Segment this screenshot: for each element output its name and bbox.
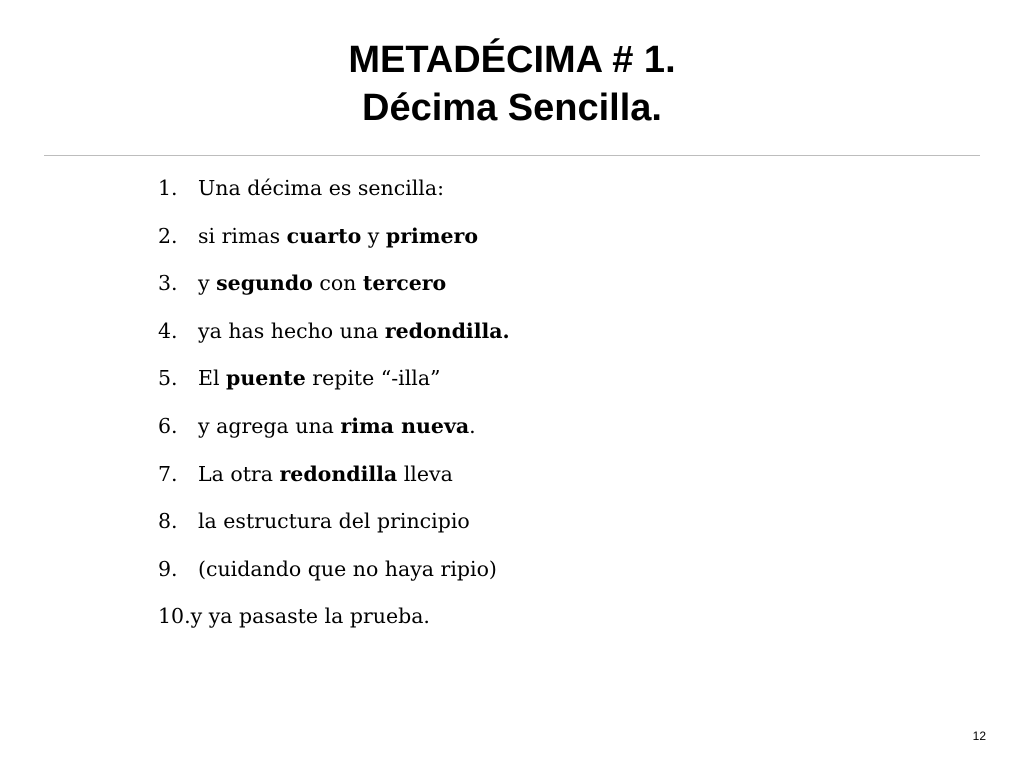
verse-segment: La otra: [198, 461, 280, 486]
verse-emphasis: cuarto: [286, 223, 362, 248]
verse-line: [158, 176, 510, 224]
verse-list: [158, 176, 510, 652]
verse-line: [158, 271, 510, 319]
verse-segment: El: [198, 366, 227, 391]
verse-number: 4.: [158, 318, 178, 343]
verse-number: 2.: [158, 223, 178, 248]
verse-segment: con: [312, 271, 363, 296]
verse-text: [198, 176, 444, 200]
verse-segment: lleva: [397, 461, 453, 486]
verse-text: [191, 604, 430, 628]
verse-emphasis: redondilla: [279, 461, 398, 486]
verse-segment: y ya pasaste la prueba.: [190, 604, 430, 629]
verse-emphasis: segundo: [216, 271, 313, 296]
verse-line: [158, 414, 510, 462]
verse-line: [158, 604, 510, 652]
verse-segment: y: [198, 271, 217, 296]
verse-number: 6.: [158, 413, 178, 438]
verse-segment: si rimas: [198, 223, 287, 248]
verse-text: [198, 557, 497, 581]
verse-line: [158, 509, 510, 557]
verse-segment: (cuidando que no haya ripio): [198, 556, 497, 581]
verse-text: [198, 509, 470, 533]
verse-segment: y: [361, 223, 386, 248]
verse-number: 8.: [158, 509, 178, 534]
verse-emphasis: rima nueva: [340, 413, 470, 438]
verse-segment: .: [469, 413, 476, 438]
title-divider: [44, 155, 980, 156]
verse-number: 9.: [158, 556, 178, 581]
verse-emphasis: redondilla.: [384, 318, 510, 343]
verse-segment: repite “-illa”: [305, 366, 441, 391]
verse-number: 7.: [158, 461, 178, 486]
verse-number: 10.: [158, 604, 191, 629]
verse-segment: la estructura del principio: [198, 509, 470, 534]
verse-text: [198, 366, 441, 390]
verse-line: [158, 557, 510, 605]
verse-text: [198, 319, 510, 343]
verse-emphasis: tercero: [362, 271, 447, 296]
verse-text: [198, 224, 478, 248]
verse-text: [198, 462, 453, 486]
title-line-2: Décima Sencilla.: [362, 87, 662, 129]
verse-segment: Una décima es sencilla:: [198, 176, 444, 200]
page-number: 12: [972, 729, 986, 743]
verse-line: [158, 366, 510, 414]
verse-line: [158, 224, 510, 272]
verse-number: 3.: [158, 271, 178, 296]
title-line-1: METADÉCIMA # 1.: [348, 39, 676, 81]
verse-emphasis: puente: [226, 366, 306, 391]
verse-text: [198, 414, 476, 438]
slide-title: [0, 36, 1024, 132]
verse-number: 1.: [158, 176, 178, 200]
verse-line: [158, 462, 510, 510]
verse-emphasis: primero: [385, 223, 479, 248]
verse-segment: y agrega una: [198, 413, 341, 438]
verse-text: [198, 271, 446, 295]
verse-segment: ya has hecho una: [198, 318, 385, 343]
verse-number: 5.: [158, 366, 178, 391]
verse-line: [158, 319, 510, 367]
